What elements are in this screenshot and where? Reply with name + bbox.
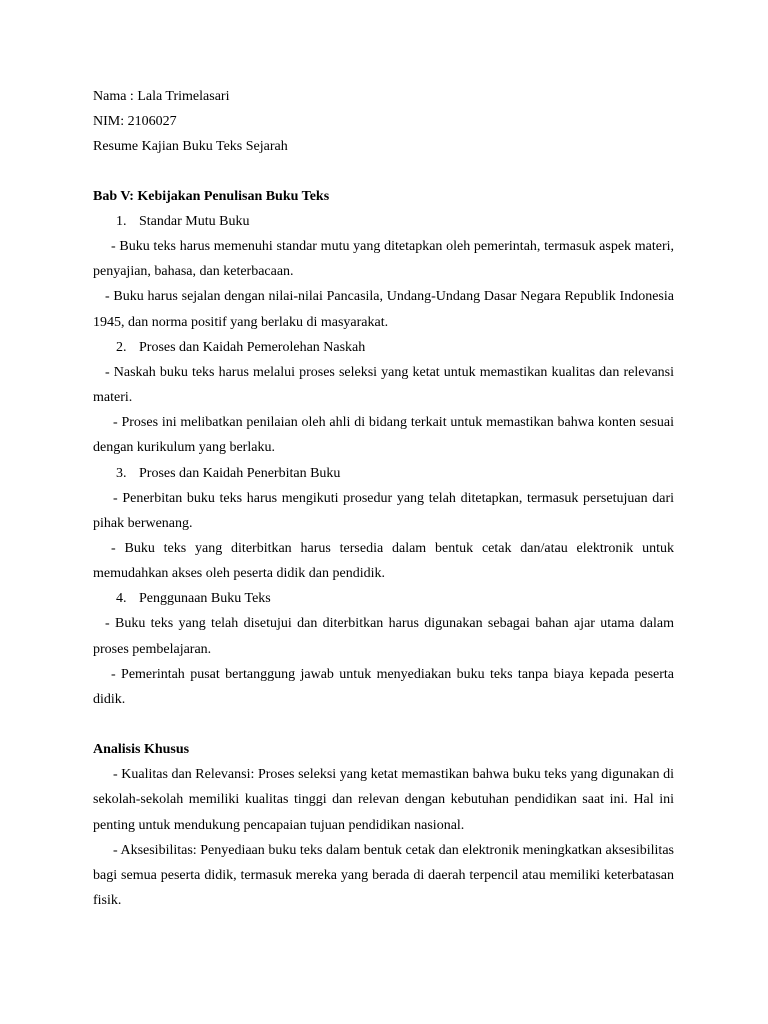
section-number: 3.: [116, 465, 127, 481]
section-point: - Pemerintah pusat bertanggung jawab untuk menyediakan buku teks tanpa biaya kepada peserta didik.: [93, 666, 674, 708]
spacer: [93, 159, 674, 184]
analysis-point: - Aksesibilitas: Penyediaan buku teks dalam bentuk cetak dan elektronik meningkatkan aksesibilitas bagi semua peserta didik, termasuk mereka yang berada di daerah terpencil atau memiliki keterbatasan fisik.: [93, 842, 674, 909]
section-number: 2.: [116, 339, 127, 355]
section-point: - Proses ini melibatkan penilaian oleh ahli di bidang terkait untuk memastikan bahwa konten sesuai dengan kurikulum yang berlaku.: [93, 415, 674, 456]
section-number: 4.: [116, 591, 127, 607]
section-point: - Buku harus sejalan dengan nilai-nilai Pancasila, Undang-Undang Dasar Negara Republik Indonesia 1945, dan norma positif yang berlaku di masyarakat.: [93, 289, 674, 330]
section-title: [93, 209, 674, 234]
section-title-text: Standar Mutu Buku: [139, 214, 250, 229]
section-title: [93, 461, 674, 486]
section-point: - Buku teks yang diterbitkan harus tersedia dalam bentuk cetak dan/atau elektronik untuk memudahkan akses oleh peserta didik dan pendidik.: [93, 541, 674, 582]
document-title: Resume Kajian Buku Teks Sejarah: [93, 139, 288, 154]
section-point: - Naskah buku teks harus melalui proses seleksi yang ketat untuk memastikan kualitas dan relevansi materi.: [93, 364, 674, 406]
section-point: - Buku teks harus memenuhi standar mutu yang ditetapkan oleh pemerintah, termasuk aspek materi, penyajian, bahasa, dan keterbacaan.: [93, 239, 674, 280]
chapter-heading: Bab V: Kebijakan Penulisan Buku Teks: [93, 189, 330, 204]
section-title-text: Proses dan Kaidah Pemerolehan Naskah: [139, 339, 366, 355]
section-number: 1.: [116, 214, 127, 229]
section-title: [93, 586, 674, 611]
analysis-heading: Analisis Khusus: [93, 742, 190, 758]
document-body: [93, 84, 674, 913]
analysis-point: - Kualitas dan Relevansi: Proses seleksi yang ketat memastikan bahwa buku teks yang digunakan di sekolah-sekolah memiliki kualitas tinggi dan relevan dengan kebutuhan pendidikan saat ini. Hal ini penting untuk mendukung pencapaian tujuan pendidikan nasional.: [93, 767, 674, 833]
section-title-text: Penggunaan Buku Teks: [139, 591, 271, 607]
student-name: Nama : Lala Trimelasari: [93, 89, 230, 104]
section-title-text: Proses dan Kaidah Penerbitan Buku: [139, 465, 341, 481]
spacer: [93, 712, 674, 737]
section-point: - Buku teks yang telah disetujui dan diterbitkan harus digunakan sebagai bahan ajar utama dalam proses pembelajaran.: [93, 616, 674, 657]
section-title: [93, 335, 674, 360]
section-point: - Penerbitan buku teks harus mengikuti prosedur yang telah ditetapkan, termasuk persetujuan dari pihak berwenang.: [93, 490, 674, 531]
student-nim: NIM: 2106027: [93, 114, 177, 129]
